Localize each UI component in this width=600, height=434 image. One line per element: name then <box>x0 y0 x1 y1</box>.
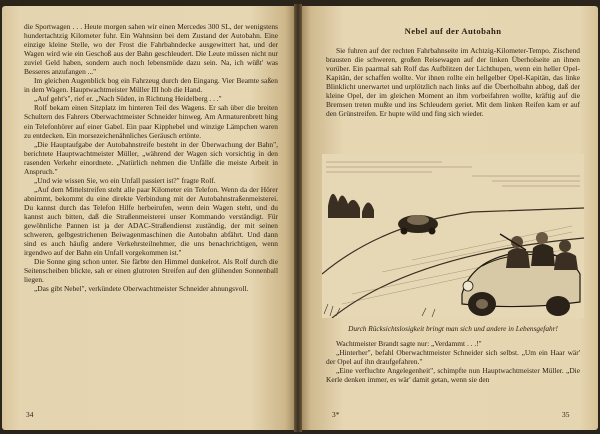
paragraph: „Auf geht's", rief er. „Nach Süden, in Richtung Heidelberg . . ." <box>34 94 222 104</box>
paragraph: Sie fuhren auf der rechten Fahrbahnseite im Achtzig-Kilometer-Tempo. Zischend brausten die schweren, großen Reisewagen auf der linken Überholseite an ihnen vorüber. Ein paarmal sah Rolf das Aufblitzen der Lichthupen, wenn ein heller Opel-Kapitän, der schaffen wollte. Vor ihnen rollte ein hellgelber Opel-Kapitän, das linke Blinklicht unerwartet und urplötzlich nach links auf die Überholbahn abbog, daß der kleine Opel, der im gleichen Moment an ihm vorbeifahren wollte, kräftig auf die Bremsen treten mußte und ins Schleudern geriet. Mit dem linken Reifen kam er auf den Grünstreifen. Er hupte wild und fing sich wieder. <box>326 46 580 119</box>
right-page <box>302 6 598 430</box>
signature-mark: 3* <box>332 410 340 419</box>
left-page <box>2 6 294 430</box>
page-number: 35 <box>562 410 570 419</box>
distant-car-drawing <box>398 215 438 235</box>
paragraph: „Auf dem Mittelstreifen steht alle paar Kilometer ein Telefon. Wenn da der Hörer abnimmt, bekommt du eine direkte Verbindung mit der Autobahnstraßenmeisterei. Du kannst durch das Telefon Hilfe herbeirufen, wenn dein Wagen steht, und du kannst auch bitten, daß die Straßenmeisterei unser Kommando verständigt. Für gewöhnliche Pannen ist ja der ADAC-Straßendienst zuständig, der mit seinen schweren, gelbgestrichenen Beiwagenmaschinen die Autobahn abfährt. Und dann sind es auch häufig andere Verkehrsteilnehmer, die uns benachrichtigen, wenn irgendwo auf der Bahn ein Unfall vorgekommen ist." <box>24 184 278 258</box>
left-page-text <box>24 22 278 293</box>
chapter-title: Nebel auf der Autobahn <box>404 26 502 36</box>
paragraph: Rolf bekam einen Sitzplatz im hinteren Teil des Wagens. Er sah über die breiten Schultern des Fahrers Oberwachtmeister Schneider hinweg. Am Armaturenbrett hing ein Telefonhörer auf einer Gabel. Ein paar Kipphebel und winzige Lämpchen waren zu entdecken. Ein morsezeichenähnliches Geräusch ertönte. <box>24 103 278 140</box>
paragraph: „Hinterher", befahl Oberwachtmeister Schneider sich selbst. „Um ein Haar wär' der Opel auf ihn draufgefahren." <box>326 348 580 367</box>
highway-fog-illustration <box>322 154 584 318</box>
paragraph: Wachtmeister Brandt sagte nur: „Verdammt . . .!" <box>336 339 482 348</box>
paragraph: Die Sonne ging schon unter. Sie färbte den Himmel dunkelrot. Als Rolf durch die Seitenscheiben blickte, sah er einen glutroten Streifen auf den glühenden Sonnenball liegen. <box>24 257 278 285</box>
page-number: 34 <box>26 410 34 419</box>
paragraph: „Und wie wissen Sie, wo ein Unfall passiert ist?" fragte Rolf. <box>34 175 216 185</box>
paragraph: „Das gibt Nebel", verkündete Oberwachtmeister Schneider ahnungsvoll. <box>34 284 249 294</box>
paragraph: „Eine verfluchte Angelegenheit", schimpfte nun Hauptwachtmeister Müller. „Die Kerle denken immer, es wär' damit getan, wenn sie den <box>326 366 580 385</box>
right-page-lower-text <box>326 339 580 384</box>
paragraph: die Sportwagen . . . Heute morgen sahen wir einen Mercedes 300 SL, der wenigstens hundertachtzig Kilometer fuhr. Ein Wahnsinn bei dem Zustand der Autobahn. Eine einzige kleine Stelle, wo der Frost die Fahrbahndecke ausgewittert hat, und der Wagen wird wie ein Geschoß aus der Bahn geschleudert. Die Leute müssen nicht nur zuviel Geld haben, sondern auch noch lebensmüde dazu sein. Na, ich wüßt' was Besseres anzufangen ..." <box>24 22 278 77</box>
book-gutter <box>294 4 302 432</box>
paragraph: Im gleichen Augenblick bog ein Fahrzeug durch den Eingang. Vier Beamte saßen in dem Wagen. Hauptwachtmeister Müller III hob die Hand. <box>24 76 278 95</box>
paragraph: „Die Hauptaufgabe der Autobahnstreife besteht in der Überwachung der Bahn", berichtete Hauptwachtmeister Müller, „während der Wagen sich vorsichtig in den rasenden Verkehr einordnete. „Natürlich nehmen die Unfälle die meiste Arbeit in Anspruch." <box>24 139 278 176</box>
illustration-caption: Durch Rücksichtslosigkeit bringt man sich und andere in Lebensgefahr! <box>348 324 558 333</box>
right-page-text <box>326 46 580 118</box>
